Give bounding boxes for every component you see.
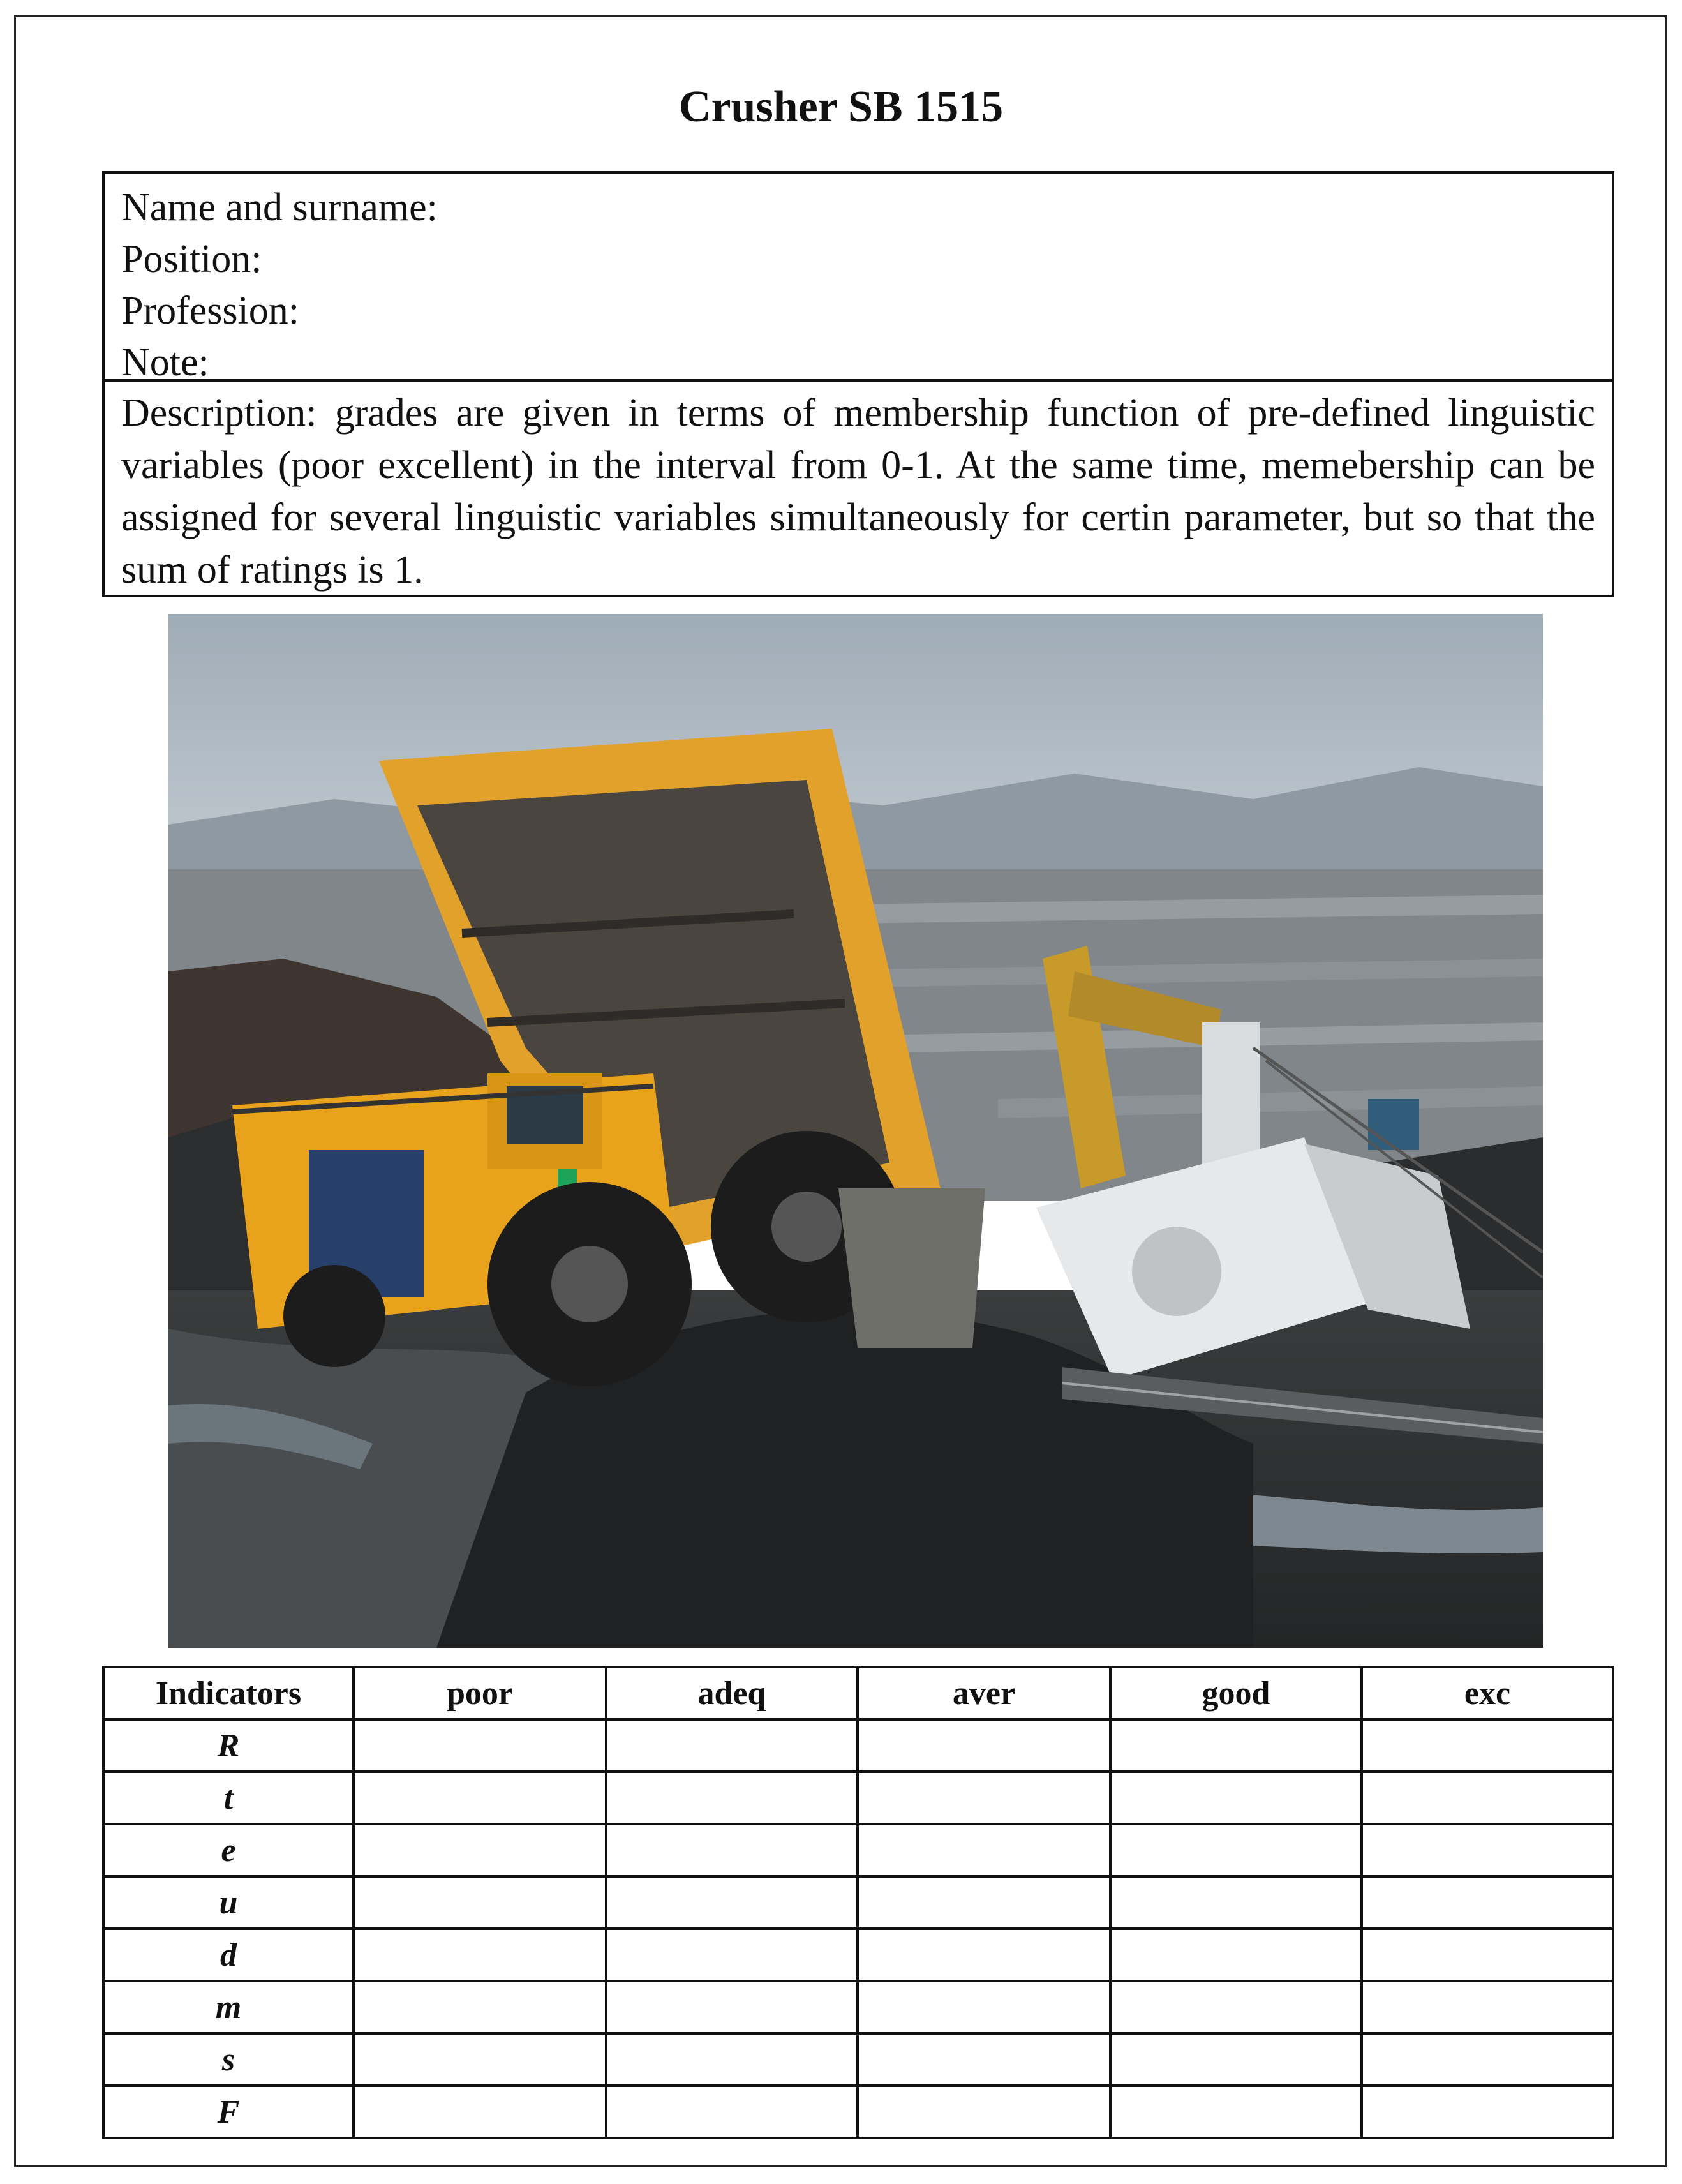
rating-cell[interactable] <box>1110 1981 1362 2033</box>
rating-cell[interactable] <box>1110 1929 1362 1981</box>
header-indicators: Indicators <box>103 1667 354 1719</box>
indicator-cell: s <box>103 2033 354 2086</box>
rating-cell[interactable] <box>606 1719 858 1772</box>
description-text: Description: grades are given in terms of membership function of pre-defined linguistic variables (poor excellent) in the interval from 0-1. At the same time, memebership can be assigned for several linguistic variables simultaneously for certin parameter, but so that the sum of ratings is 1. <box>121 391 1595 592</box>
rating-cell[interactable] <box>858 1719 1110 1772</box>
page-title: Crusher SB 1515 <box>678 82 1004 131</box>
rating-cell[interactable] <box>354 1772 606 1824</box>
rating-cell[interactable] <box>354 1876 606 1929</box>
table-row <box>103 1929 1613 1981</box>
header-exc: exc <box>1362 1667 1613 1719</box>
rating-cell[interactable] <box>1110 1824 1362 1876</box>
indicator-cell: R <box>103 1719 354 1772</box>
table-row <box>103 1824 1613 1876</box>
rating-cell[interactable] <box>858 1981 1110 2033</box>
rating-cell[interactable] <box>354 1981 606 2033</box>
rating-cell[interactable] <box>1362 1981 1613 2033</box>
rating-cell[interactable] <box>606 1772 858 1824</box>
rating-cell[interactable] <box>1110 2086 1362 2138</box>
indicator-cell: F <box>103 2086 354 2138</box>
rating-cell[interactable] <box>858 2033 1110 2086</box>
rating-cell[interactable] <box>1362 1929 1613 1981</box>
rating-cell[interactable] <box>1362 1824 1613 1876</box>
rating-cell[interactable] <box>1362 2033 1613 2086</box>
rating-cell[interactable] <box>606 2033 858 2086</box>
indicator-cell: d <box>103 1929 354 1981</box>
name-field[interactable]: Name and surname: <box>121 186 438 229</box>
table-row <box>103 1719 1613 1772</box>
indicator-cell: t <box>103 1772 354 1824</box>
rating-cell[interactable] <box>858 2086 1110 2138</box>
table-header-row <box>103 1667 1613 1719</box>
rating-cell[interactable] <box>1362 1719 1613 1772</box>
header-poor: poor <box>354 1667 606 1719</box>
header-good: good <box>1110 1667 1362 1719</box>
rating-cell[interactable] <box>606 1824 858 1876</box>
ratings-table <box>102 1666 1614 2139</box>
rating-cell[interactable] <box>606 1929 858 1981</box>
profession-field[interactable]: Profession: <box>121 289 299 333</box>
rating-cell[interactable] <box>858 1772 1110 1824</box>
rating-cell[interactable] <box>354 2033 606 2086</box>
rating-cell[interactable] <box>354 1824 606 1876</box>
table-row <box>103 1876 1613 1929</box>
rating-cell[interactable] <box>354 1929 606 1981</box>
position-field[interactable]: Position: <box>121 237 262 281</box>
info-fields <box>105 174 1612 382</box>
table-row <box>103 1772 1613 1824</box>
rating-cell[interactable] <box>858 1824 1110 1876</box>
crusher-photo <box>168 614 1543 1648</box>
rating-cell[interactable] <box>1110 1772 1362 1824</box>
rating-cell[interactable] <box>1110 2033 1362 2086</box>
note-field[interactable]: Note: <box>121 341 209 384</box>
rating-cell[interactable] <box>606 1981 858 2033</box>
rating-cell[interactable] <box>858 1929 1110 1981</box>
rating-cell[interactable] <box>1362 1772 1613 1824</box>
rating-cell[interactable] <box>606 1876 858 1929</box>
rating-cell[interactable] <box>606 2086 858 2138</box>
rating-cell[interactable] <box>1110 1876 1362 1929</box>
header-aver: aver <box>858 1667 1110 1719</box>
rating-cell[interactable] <box>1362 1876 1613 1929</box>
rating-cell[interactable] <box>858 1876 1110 1929</box>
rating-cell[interactable] <box>354 1719 606 1772</box>
table-row <box>103 2033 1613 2086</box>
table-row <box>103 2086 1613 2138</box>
info-box <box>102 171 1614 597</box>
indicator-cell: u <box>103 1876 354 1929</box>
indicator-cell: m <box>103 1981 354 2033</box>
rating-cell[interactable] <box>1110 1719 1362 1772</box>
rating-cell[interactable] <box>1362 2086 1613 2138</box>
header-adeq: adeq <box>606 1667 858 1719</box>
table-row <box>103 1981 1613 2033</box>
indicator-cell: e <box>103 1824 354 1876</box>
rating-cell[interactable] <box>354 2086 606 2138</box>
